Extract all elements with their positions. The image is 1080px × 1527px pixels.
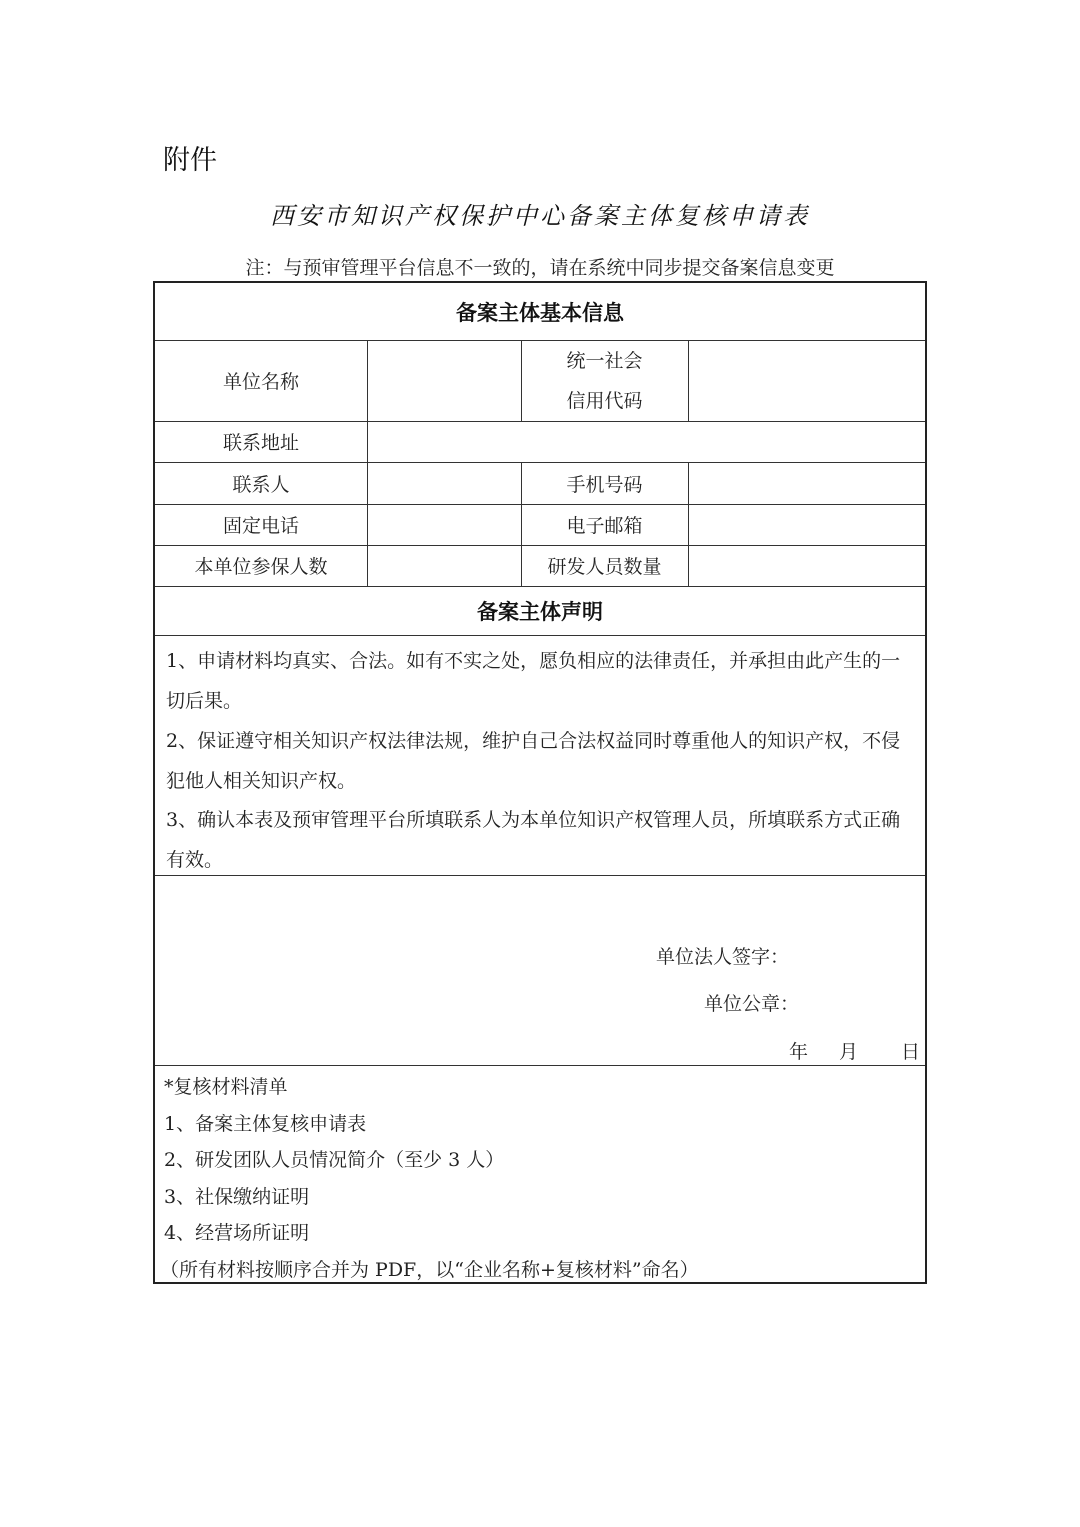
insured-count-label: 本单位参保人数 bbox=[194, 556, 328, 578]
contact-field[interactable] bbox=[367, 462, 521, 504]
materials-item-2: 2、研发团队人员情况简介（至少 3 人） bbox=[164, 1149, 505, 1171]
declaration-heading: 备案主体声明 bbox=[477, 599, 603, 624]
rd-count-label: 研发人员数量 bbox=[547, 556, 662, 578]
date-year-label: 年 bbox=[789, 1041, 809, 1063]
landline-field[interactable] bbox=[367, 504, 521, 545]
rd-count-field[interactable] bbox=[688, 545, 927, 586]
credit-code-label-line2: 信用代码 bbox=[566, 389, 643, 412]
credit-code-label-line1: 统一社会 bbox=[566, 349, 643, 372]
materials-list bbox=[160, 1069, 699, 1288]
materials-footnote: （所有材料按顺序合并为 PDF，以“企业名称+复核材料”命名） bbox=[160, 1258, 699, 1281]
landline-label: 固定电话 bbox=[222, 515, 299, 537]
credit-code-field[interactable] bbox=[688, 340, 927, 421]
address-field[interactable] bbox=[367, 421, 927, 462]
form-note: 注：与预审管理平台信息不一致的，请在系统中同步提交备案信息变更 bbox=[245, 257, 835, 279]
materials-item-3: 3、社保缴纳证明 bbox=[164, 1185, 310, 1208]
unit-name-label: 单位名称 bbox=[222, 371, 299, 393]
form-title: 西安市知识产权保护中心备案主体复核申请表 bbox=[270, 202, 810, 230]
email-label: 电子邮箱 bbox=[566, 515, 643, 537]
declaration-item-3: 3、确认本表及预审管理平台所填联系人为本单位知识产权管理人员，所填联系方式正确有效。 bbox=[166, 809, 901, 871]
materials-item-4: 4、经营场所证明 bbox=[164, 1222, 310, 1244]
contact-label: 联系人 bbox=[232, 473, 290, 496]
unit-name-field[interactable] bbox=[367, 340, 521, 421]
application-form bbox=[153, 281, 927, 1284]
date-day-label: 日 bbox=[901, 1041, 921, 1063]
materials-heading: *复核材料清单 bbox=[164, 1076, 288, 1098]
mobile-label: 手机号码 bbox=[566, 473, 643, 496]
materials-item-1: 1、备案主体复核申请表 bbox=[164, 1112, 367, 1135]
date-month-label: 月 bbox=[839, 1041, 859, 1063]
basic-info-heading: 备案主体基本信息 bbox=[456, 300, 624, 325]
insured-count-field[interactable] bbox=[367, 545, 521, 586]
credit-code-label bbox=[521, 340, 688, 421]
company-seal-label: 单位公章： bbox=[704, 993, 800, 1015]
mobile-field[interactable] bbox=[688, 462, 927, 504]
declaration-item-2: 2、保证遵守相关知识产权法律法规，维护自己合法权益同时尊重他人的知识产权，不侵犯他人相关知识产权。 bbox=[166, 730, 901, 792]
email-field[interactable] bbox=[688, 504, 927, 545]
declaration-item-1: 1、申请材料均真实、合法。如有不实之处，愿负相应的法律责任，并承担由此产生的一切后果。 bbox=[166, 650, 901, 712]
address-label: 联系地址 bbox=[222, 432, 299, 454]
attachment-label: 附件 bbox=[163, 145, 217, 176]
legal-person-signature-label: 单位法人签字： bbox=[656, 946, 790, 968]
